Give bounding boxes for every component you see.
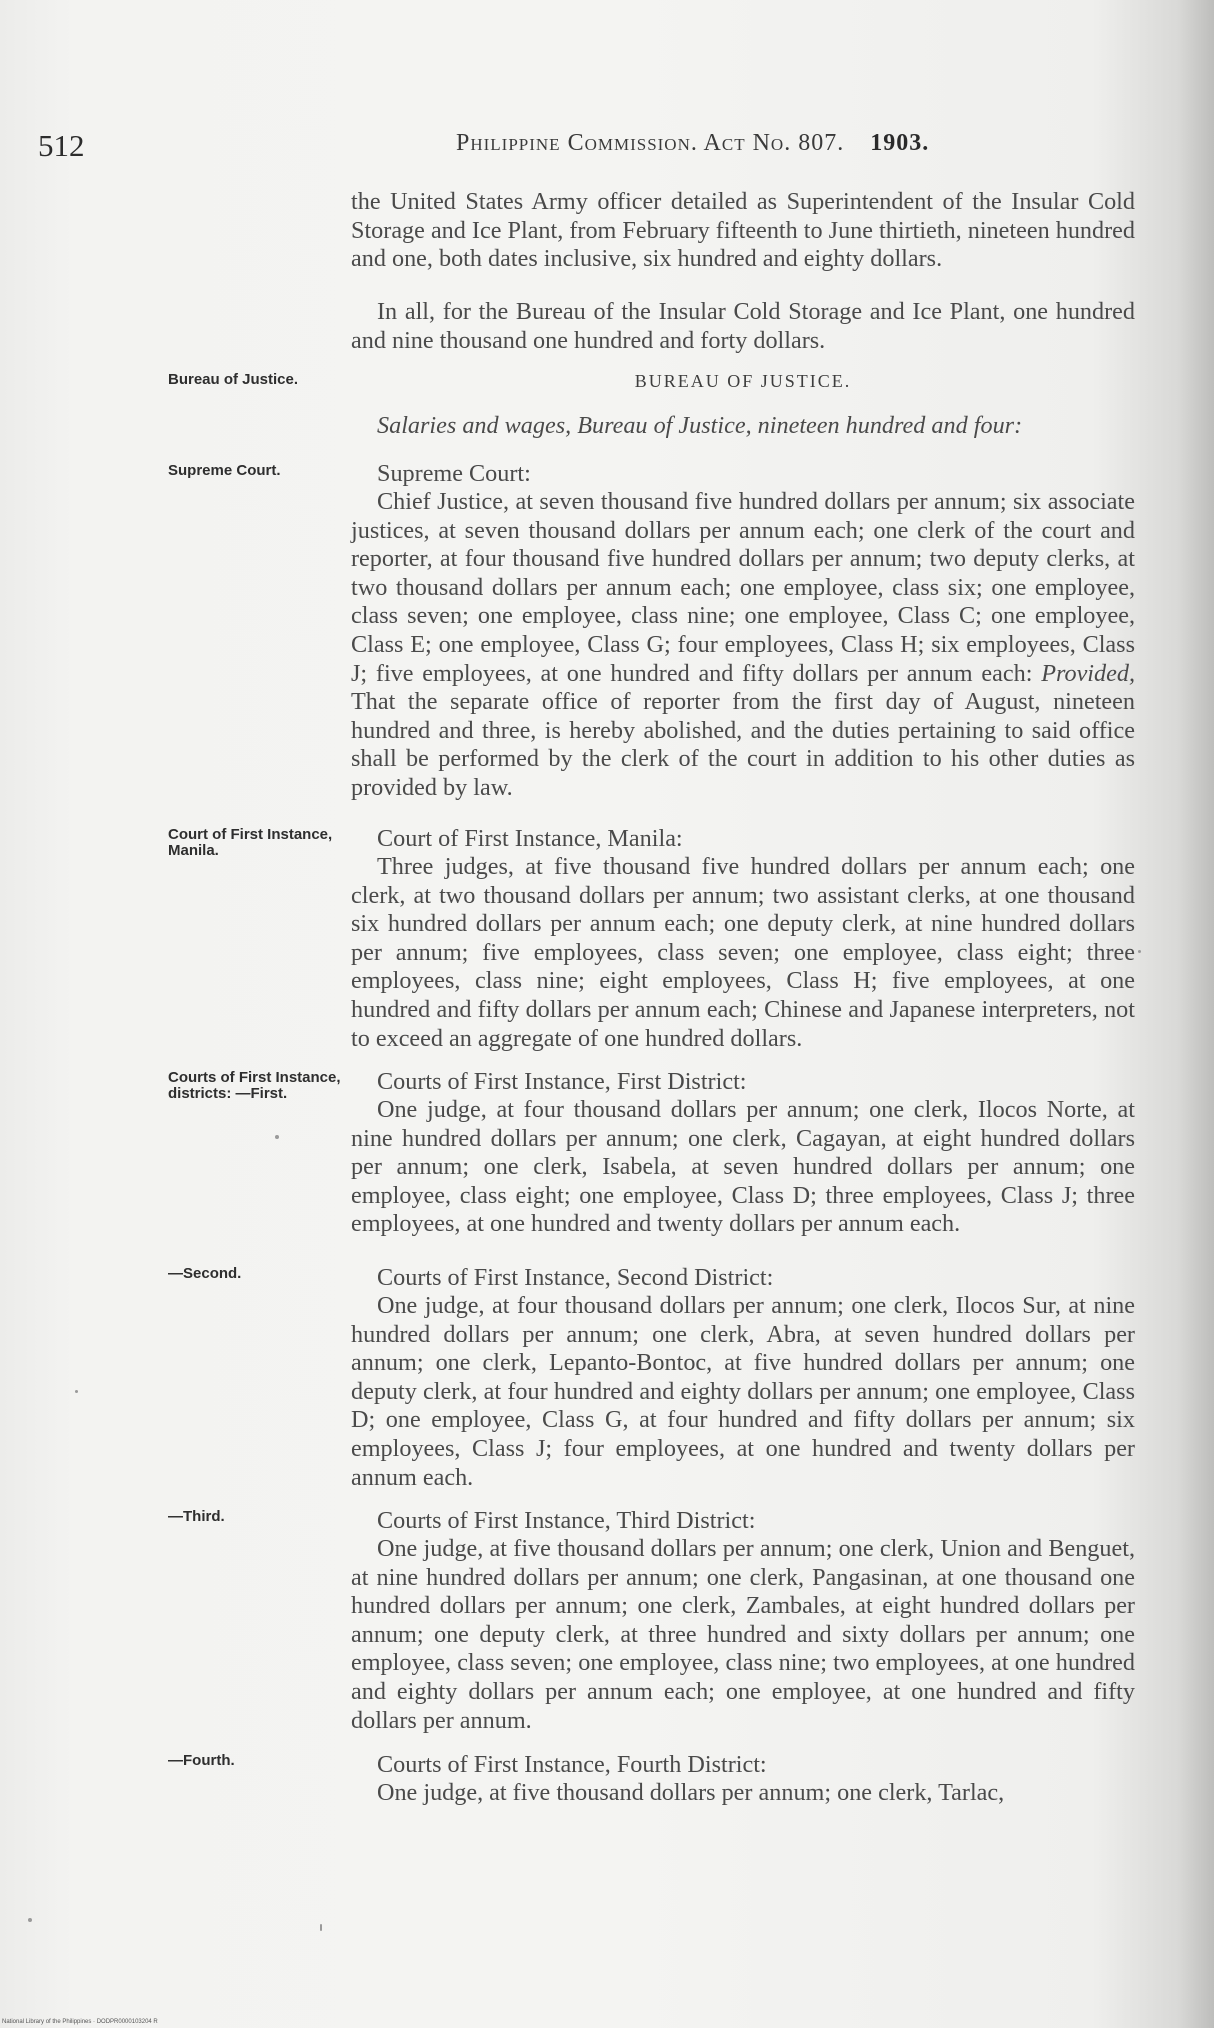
section-title-supreme-court: Supreme Court: (377, 460, 531, 487)
section-title-third-district: Courts of First Instance, Third District: (377, 1507, 756, 1534)
scan-speck (75, 1390, 78, 1393)
section-heading-bureau: BUREAU OF JUSTICE. (634, 371, 852, 391)
supreme-court-body-part-2: That the separate office of reporter from the first day of August, nineteen hundred and three, is hereby abolished, and the duties pertaining to said office shall be performed by the clerk of the court in addition to his other duties as provided by law. (351, 688, 1135, 801)
intro-paragraph-1: the United States Army officer detailed as Superintendent of the Insular Cold Storage and Ice Plant, from February fifteenth to June thirtieth, nineteen hundred and one, both dates inclusive, six hundred and eighty dollars. (351, 188, 1135, 273)
intro-paragraph-2: In all, for the Bureau of the Insular Cold Storage and Ice Plant, one hundred and nine thousand one hundred and forty dollars. (351, 298, 1135, 354)
section-body-third-district: One judge, at five thousand dollars per annum; one clerk, Union and Benguet, at nine hundred dollars per annum; one clerk, Pangasinan, at one thousand one hundred dollars per annum; one clerk, Zambales, at eight hundred dollars per annum; one deputy clerk, at three hundred and sixty dollars per annum; one employee, class seven; one employee, class nine; two employees, at one hundred and eighty dollars per annum each; one employee, at one hundred and fifty dollars per annum. (351, 1535, 1135, 1734)
footer-credit: National Library of the Philippines · DODPR0000103204 R (2, 2019, 158, 2025)
scan-speck (1138, 950, 1141, 953)
margin-note-bureau: Bureau of Justice. (168, 371, 299, 388)
margin-note-first-district: Courts of First Instance, districts: —First. (168, 1069, 341, 1102)
running-head-title: Philippine Commission. Act No. 807. (456, 130, 845, 156)
margin-note-supreme-court: Supreme Court. (168, 462, 281, 479)
section-body-second-district: One judge, at four thousand dollars per annum; one clerk, Ilocos Sur, at nine hundred dollars per annum; one clerk, Abra, at seven hundred dollars per annum; one clerk, Lepanto-Bontoc, at five hundred dollars per annum; one deputy clerk, at four hundred and eighty dollars per annum; one employee, Class D; one employee, Class G, at four hundred and fifty dollars per annum; six employees, Class J; four employees, at one hundred and twenty dollars per annum each. (351, 1292, 1135, 1491)
section-body-supreme-court (351, 488, 1135, 803)
section-body-court-first-instance-manila: Three judges, at five thousand five hundred dollars per annum each; one clerk, at two thousand dollars per annum; two assistant clerks, at one thousand six hundred dollars per annum each; one deputy clerk, at nine hundred dollars per annum; five employees, class seven; one employee, class eight; three employees, class nine; eight employees, Class H; five employees, at one hundred and fifty dollars per annum each; Chinese and Japanese interpreters, not to exceed an aggregate of one hundred dollars. (351, 853, 1135, 1052)
margin-note-third-district: —Third. (168, 1508, 225, 1525)
scan-speck (275, 1135, 279, 1139)
running-head (456, 130, 929, 157)
margin-note-second-district: —Second. (168, 1265, 242, 1282)
section-title-second-district: Courts of First Instance, Second District: (377, 1264, 774, 1291)
scan-speck (28, 1918, 32, 1922)
section-body-first-district: One judge, at four thousand dollars per annum; one clerk, Ilocos Norte, at nine hundred dollars per annum; one clerk, Cagayan, at eight hundred dollars per annum; one clerk, Isabela, at seven hundred dollars per annum; one employee, class eight; one employee, Class D; three employees, Class J; three employees, at one hundred and twenty dollars per annum each. (351, 1096, 1135, 1238)
scan-speck (320, 1924, 322, 1931)
section-title-fourth-district: Courts of First Instance, Fourth District: (377, 1751, 767, 1778)
margin-note-court-first-instance-manila: Court of First Instance, Manila. (168, 826, 333, 859)
section-title-first-district: Courts of First Instance, First District: (377, 1068, 747, 1095)
supreme-court-body-part-1: Chief Justice, at seven thousand five hundred dollars per annum; six associate justices, at seven thousand dollars per annum each; one clerk of the court and reporter, at four thousand five hundred dollars per annum; two deputy clerks, at two thousand dollars per annum each; one employee, class six; one employee, class seven; one employee, class nine; one employee, Class C; one employee, Class E; one employee, Class G; four employees, Class H; six employees, Class J; five employees, at one hundred and fifty dollars per annum each: (351, 488, 1135, 687)
section-body-fourth-district: One judge, at five thousand dollars per annum; one clerk, Tarlac, (377, 1779, 1005, 1806)
running-head-year: 1903. (870, 130, 930, 156)
provided-italic: Provided, (1041, 659, 1135, 687)
section-title-court-first-instance-manila: Court of First Instance, Manila: (377, 825, 683, 852)
page-number: 512 (38, 128, 85, 163)
margin-note-fourth-district: —Fourth. (168, 1752, 235, 1769)
bureau-subtitle: Salaries and wages, Bureau of Justice, nineteen hundred and four: (377, 412, 1023, 439)
